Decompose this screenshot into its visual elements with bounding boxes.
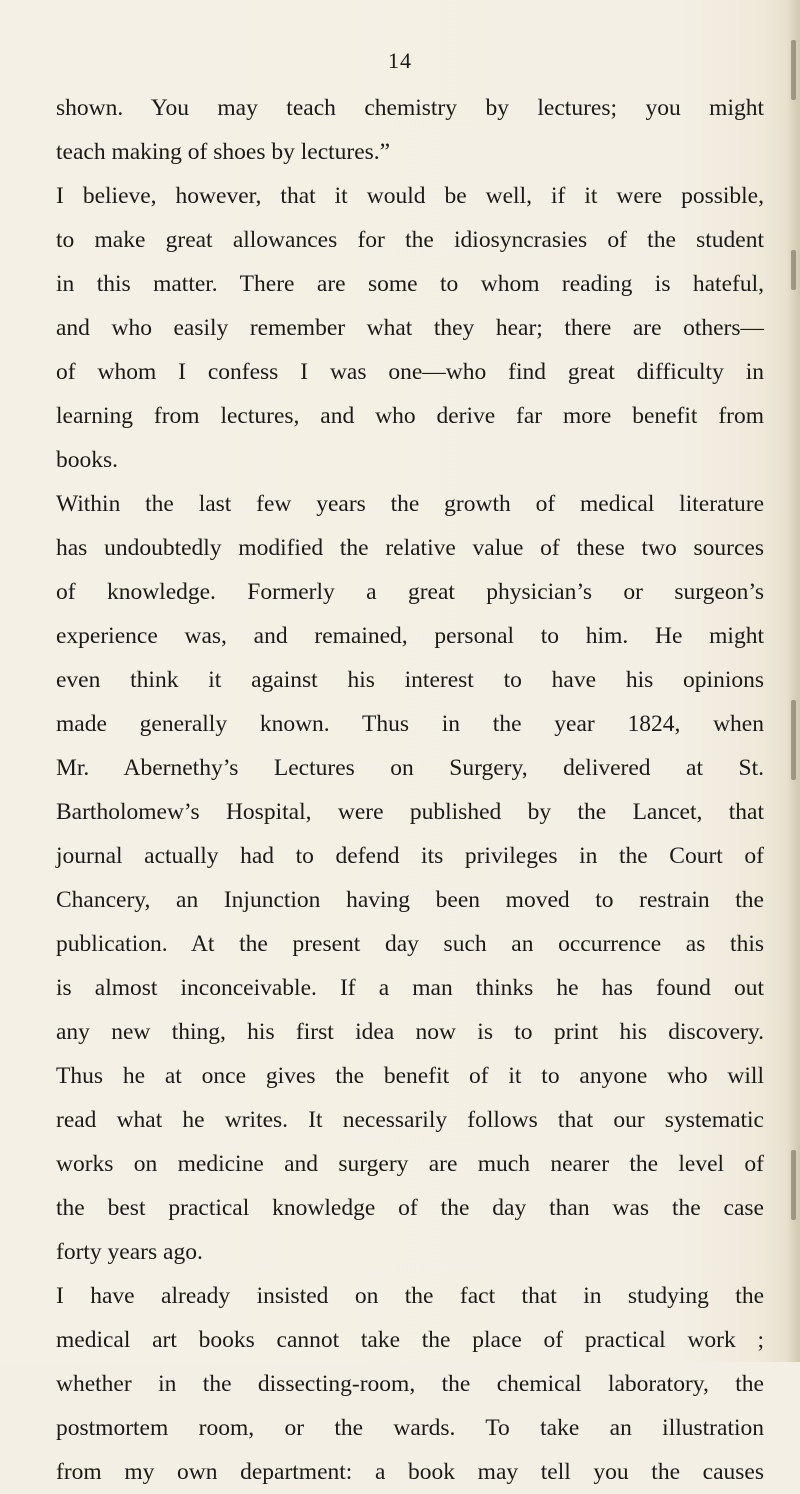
text-line: whether in the dissecting-room, the chemical laboratory, the bbox=[56, 1371, 764, 1397]
text-line: Chancery, an Injunction having been moved to restrain the bbox=[56, 887, 764, 913]
text-line: I believe, however, that it would be well, if it were possible, bbox=[56, 183, 764, 209]
text-line: has undoubtedly modified the relative value of these two sources bbox=[56, 535, 764, 561]
text-line: the best practical knowledge of the day than was the case bbox=[56, 1195, 764, 1221]
text-line: learning from lectures, and who derive far more benefit from bbox=[56, 403, 764, 429]
text-line: publication. At the present day such an occurrence as this bbox=[56, 931, 764, 957]
text-line: journal actually had to defend its privileges in the Court of bbox=[56, 843, 764, 869]
page-edge-mark bbox=[791, 40, 796, 100]
text-line: Within the last few years the growth of medical literature bbox=[56, 491, 764, 517]
text-line: made generally known. Thus in the year 1824, when bbox=[56, 711, 764, 737]
text-line: Mr. Abernethy’s Lectures on Surgery, delivered at St. bbox=[56, 755, 764, 781]
text-line: teach making of shoes by lectures.” bbox=[56, 139, 391, 165]
text-line: forty years ago. bbox=[56, 1239, 203, 1265]
text-line: books. bbox=[56, 447, 119, 473]
page-edge-mark bbox=[791, 700, 796, 780]
text-line: even think it against his interest to have his opinions bbox=[56, 667, 764, 693]
text-line: from my own department: a book may tell you the causes bbox=[56, 1459, 764, 1485]
text-line: and who easily remember what they hear; there are others— bbox=[56, 315, 764, 341]
text-line: Thus he at once gives the benefit of it to anyone who will bbox=[56, 1063, 764, 1089]
text-line: read what he writes. It necessarily follows that our systematic bbox=[56, 1107, 764, 1133]
text-line: works on medicine and surgery are much nearer the level of bbox=[56, 1151, 764, 1177]
text-line: to make great allowances for the idiosyncrasies of the student bbox=[56, 227, 764, 253]
text-line: experience was, and remained, personal to him. He might bbox=[56, 623, 764, 649]
text-line: of whom I confess I was one—who find great difficulty in bbox=[56, 359, 764, 385]
text-line: shown. You may teach chemistry by lectures; you might bbox=[56, 95, 764, 121]
text-line: in this matter. There are some to whom reading is hateful, bbox=[56, 271, 764, 297]
page-edge-mark bbox=[791, 1150, 796, 1220]
text-line: any new thing, his first idea now is to print his discovery. bbox=[56, 1019, 764, 1045]
text-line: of knowledge. Formerly a great physician’s or surgeon’s bbox=[56, 579, 764, 605]
page-text bbox=[56, 86, 764, 1494]
page-number: 14 bbox=[388, 48, 412, 73]
page-edge-mark bbox=[791, 250, 796, 290]
text-line: Bartholomew’s Hospital, were published by the Lancet, that bbox=[56, 799, 764, 825]
text-line: is almost inconceivable. If a man thinks he has found out bbox=[56, 975, 764, 1001]
text-line: medical art books cannot take the place of practical work ; bbox=[56, 1327, 764, 1353]
text-line: postmortem room, or the wards. To take an illustration bbox=[56, 1415, 764, 1441]
text-line: I have already insisted on the fact that in studying the bbox=[56, 1283, 764, 1309]
